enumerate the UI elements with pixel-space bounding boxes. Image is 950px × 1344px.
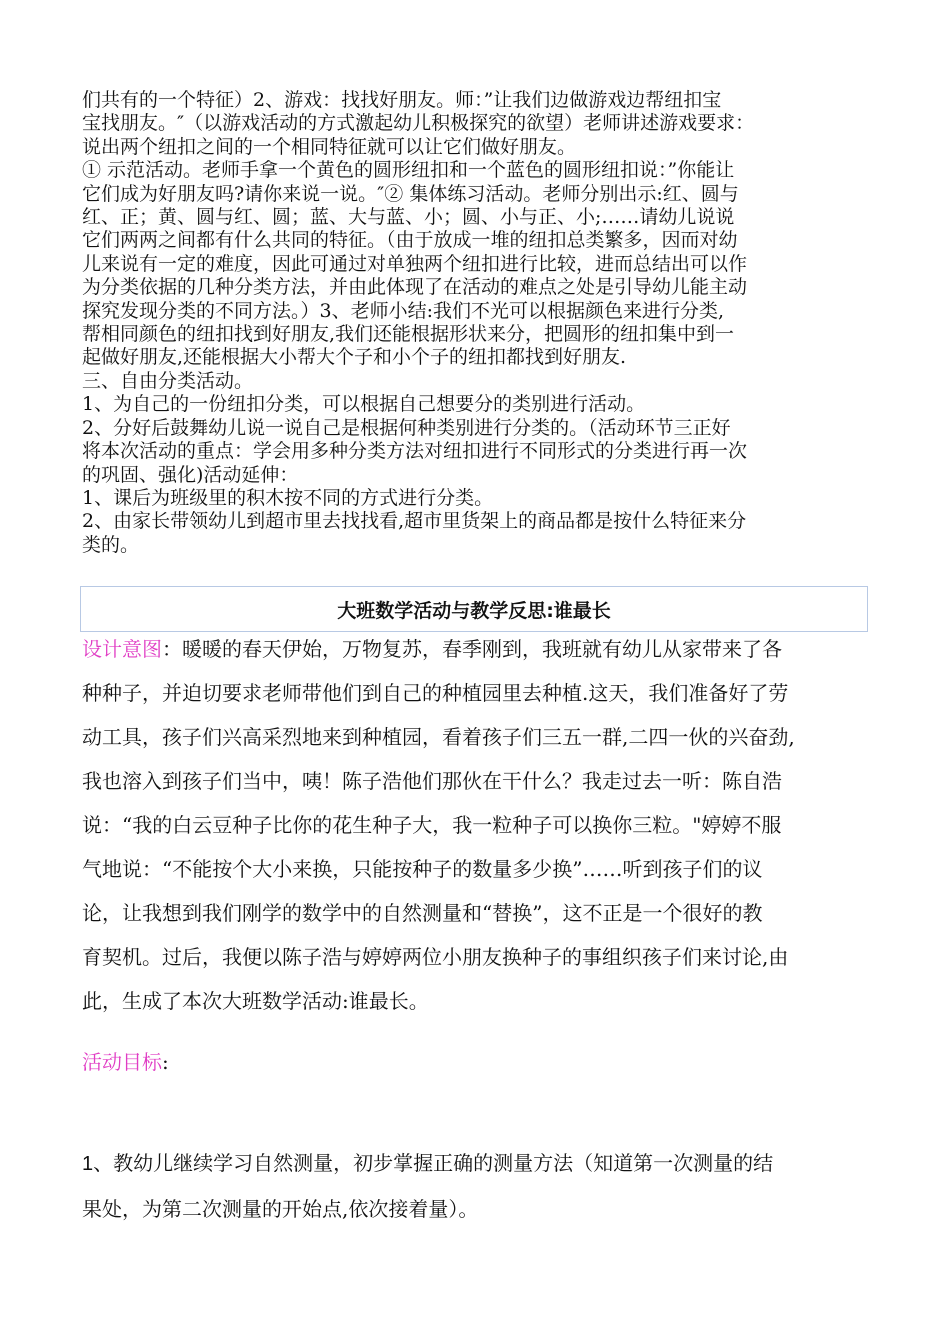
goal-number: 1: [82, 1153, 94, 1175]
text-line: 儿来说有一定的难度，因此可通过对单独两个纽扣进行比较，进而总结出可以作: [82, 252, 748, 275]
text-line: 气地说：“不能按个大小来换，只能按种子的数量多少换”……听到孩子们的议: [82, 857, 763, 881]
text-line: 育契机。过后，我便以陈子浩与婷婷两位小朋友换种子的事组织孩子们来讨论,由: [82, 945, 789, 969]
text-line: 2、由家长带领幼儿到超市里去找找看,超市里货架上的商品都是按什么特征来分: [82, 510, 747, 533]
text-line: 1、课后为班级里的积木按不同的方式进行分类。: [82, 486, 494, 509]
text-line: 宝找朋友。″（以游戏活动的方式激起幼儿积极探究的欲望）老师讲述游戏要求：: [82, 112, 755, 135]
text-line: 它们两两之间都有什么共同的特征。（由于放成一堆的纽扣总类繁多，因而对幼: [82, 229, 738, 252]
text-line: 为分类依据的几种分类方法，并由此体现了在活动的难点之处是引导幼儿能主动: [82, 276, 748, 299]
text-line: 类的。: [82, 533, 140, 556]
text-line: 说：“我的白云豆种子比你的花生种子大，我一粒种子可以换你三粒。"婷婷不服: [82, 813, 782, 837]
design-intent-label: 设计意图: [82, 637, 162, 661]
text-line: [82, 634, 872, 678]
text-line: 种种子，并迫切要求老师带他们到自己的种植园里去种植.这天，我们准备好了劳: [82, 681, 789, 705]
text-line: 的巩固、强化)活动延伸：: [82, 463, 299, 486]
text-line: 果处，为第二次测量的开始点,依次接着量）。: [82, 1197, 479, 1221]
text-line: 红、正；黄、圆与红、圆；蓝、大与蓝、小；圆、小与正、小;……请幼儿说说: [82, 206, 735, 229]
text-line: [82, 1148, 872, 1194]
design-intent-paragraph: [82, 634, 872, 1030]
activity-goals-heading: [82, 1046, 169, 1075]
section-title-box: [80, 586, 868, 632]
text-line: 它们成为好朋友吗?请你来说一说。″② 集体练习活动。老师分别出示:红、圆与: [82, 182, 739, 205]
text-line: 2、分好后鼓舞幼儿说一说自己是根据何种类别进行分类的。（活动环节三正好: [82, 416, 731, 439]
text-line: ① 示范活动。老师手拿一个黄色的圆形纽扣和一个蓝色的圆形纽扣说：”你能让: [82, 159, 735, 182]
design-intent-text: ：暖暖的春天伊始，万物复苏，春季刚到，我班就有幼儿从家带来了各: [162, 637, 782, 661]
text-line: 论，让我想到我们刚学的数学中的自然测量和“替换”，这不正是一个很好的教: [82, 901, 763, 925]
text-line: 动工具，孩子们兴高采烈地来到种植园，看着孩子们三五一群,二四一伙的兴奋劲,: [82, 725, 795, 749]
section-heading-free-sorting: 三、自由分类活动。: [82, 369, 254, 392]
goal-text: 、教幼儿继续学习自然测量，初步掌握正确的测量方法（知道第一次测量的结: [93, 1151, 774, 1175]
activity-goal-item-1: [82, 1148, 872, 1240]
text-line: 说出两个纽扣之间的一个相同特征就可以让它们做好朋友。: [82, 135, 577, 158]
text-line: 1、为自己的一份纽扣分类，可以根据自己想要分的类别进行活动。: [82, 393, 646, 416]
text-line: 帮相同颜色的纽扣找到好朋友,我们还能根据形状来分，把圆形的纽扣集中到一: [82, 323, 735, 346]
text-line: 们共有的一个特征）2、游戏：找找好朋友。师：”让我们边做游戏边帮纽扣宝: [82, 89, 722, 111]
section-title: 大班数学活动与教学反思:谁最长: [337, 599, 611, 622]
text-line: 探究发现分类的不同方法。）3、老师小结:我们不光可以根据颜色来进行分类,: [82, 299, 725, 322]
activity-goals-label: 活动目标: [82, 1050, 162, 1074]
text-line: 我也溶入到孩子们当中，咦！陈子浩他们那伙在干什么？我走过去一听：陈自浩: [82, 769, 782, 793]
lesson-continuation-paragraph: [82, 89, 872, 557]
text-line: 将本次活动的重点：学会用多种分类方法对纽扣进行不同形式的分类进行再一次: [82, 440, 748, 463]
text-line: 此，生成了本次大班数学活动:谁最长。: [82, 989, 429, 1013]
activity-goals-colon: :: [162, 1050, 169, 1074]
text-line: 起做好朋友,还能根据大小帮大个子和小个子的纽扣都找到好朋友.: [82, 346, 627, 369]
